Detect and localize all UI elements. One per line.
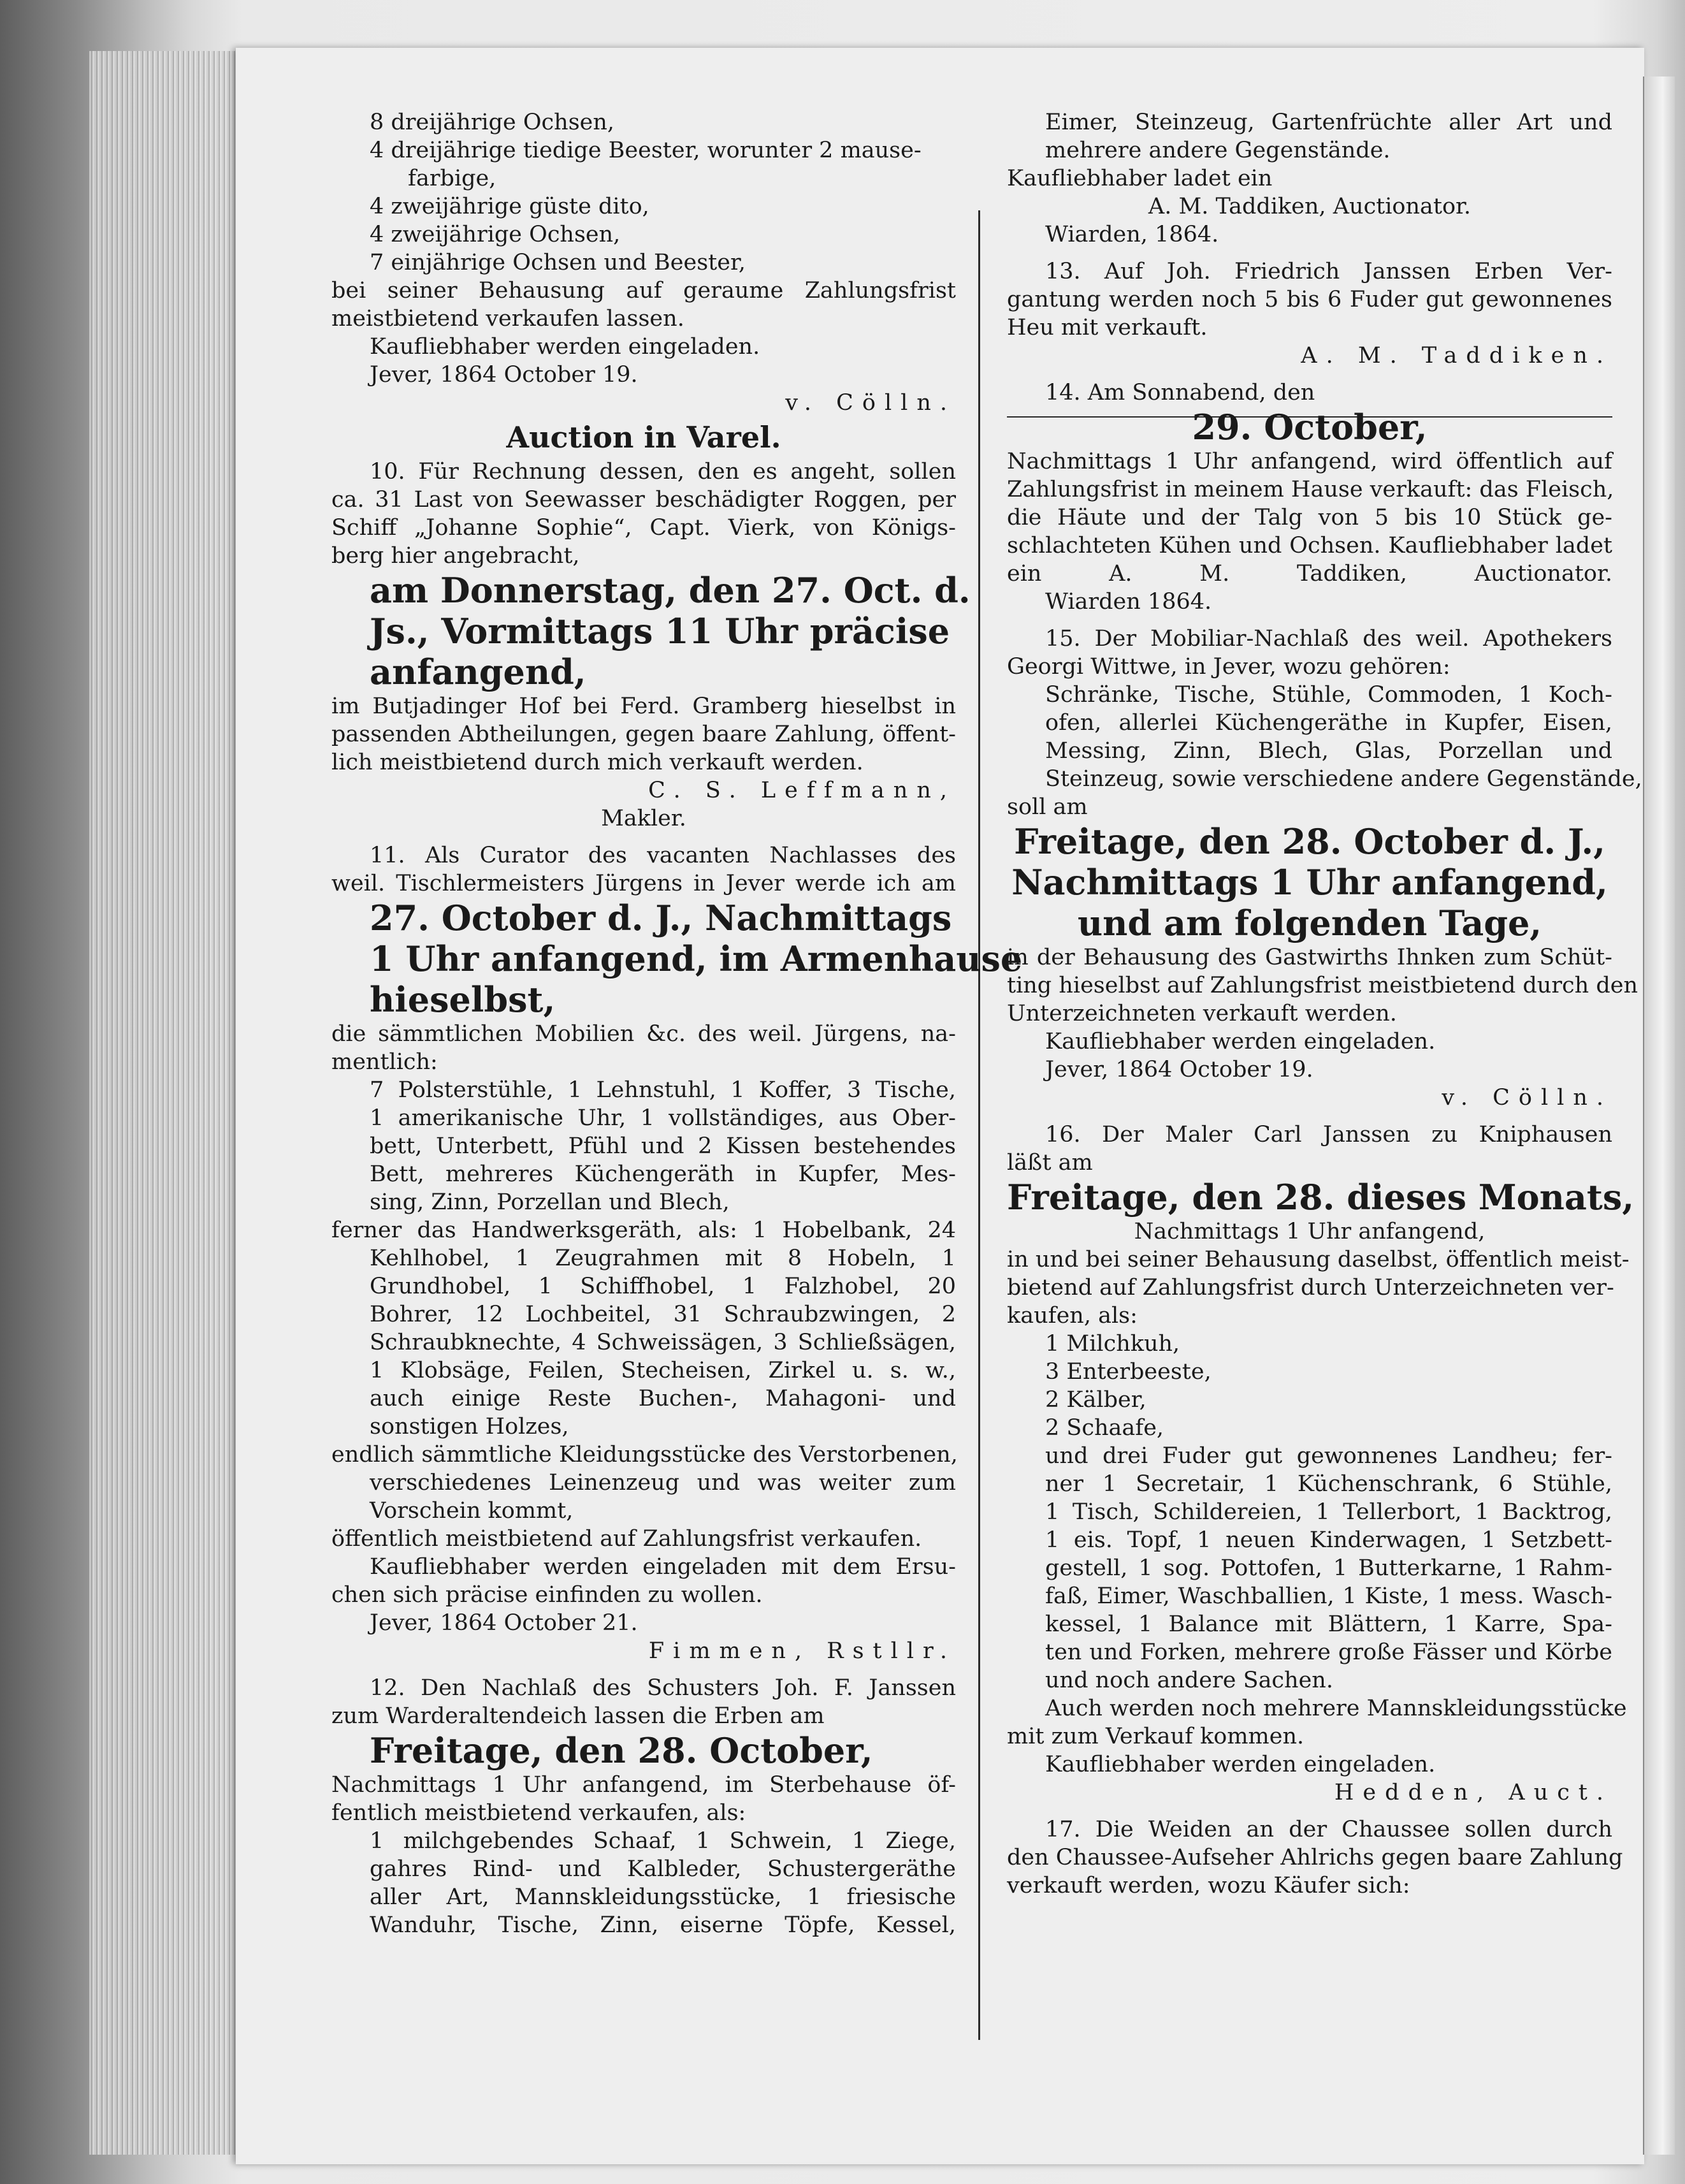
text-line: gantung werden noch 5 bis 6 Fuder gut gewonnenes <box>1007 287 1612 312</box>
right-column <box>1007 108 1642 1900</box>
text-line: 12. Den Nachlaß des Schusters Joh. F. Janssen <box>370 1675 956 1701</box>
list-item: sing, Zinn, Porzellan und Blech, <box>370 1190 730 1215</box>
signature: v. Cölln. <box>1442 1085 1612 1110</box>
text-line: bei seiner Behausung auf geraume Zahlungsfrist <box>331 278 956 303</box>
list-item: Bohrer, 12 Lochbeitel, 31 Schraubzwingen, 2 <box>370 1302 956 1327</box>
text-line: berg hier angebracht, <box>331 543 580 569</box>
tool-list <box>331 1244 956 1441</box>
book-page-edges <box>89 51 236 2155</box>
list-item: 3 Enterbeeste, <box>1045 1359 1211 1385</box>
list-item: 1 amerikanische Uhr, 1 vollständiges, aus Ober- <box>370 1105 956 1131</box>
text-line: passenden Abtheilungen, gegen baare Zahlung, öffent- <box>331 722 956 747</box>
text-line: Kaufliebhaber werden eingeladen. <box>1045 1752 1436 1777</box>
list-item: gahres Rind- und Kalbleder, Schustergeräthe <box>370 1856 956 1882</box>
text-line: Zahlungsfrist in meinem Hause verkauft: das Fleisch, <box>1007 477 1614 502</box>
text-line: im Butjadinger Hof bei Ferd. Gramberg hieselbst in <box>331 694 956 719</box>
list-item: ten und Forken, mehrere große Fässer und Körbe <box>1045 1640 1612 1665</box>
text-line: den Chaussee-Aufseher Ahlrichs gegen baare Zahlung <box>1007 1845 1623 1870</box>
text-line: fentlich meistbietend verkaufen, als: <box>331 1800 746 1826</box>
place-date: Jever, 1864 October 19. <box>1045 1057 1313 1082</box>
text-line: Kaufliebhaber werden eingeladen. <box>1045 1029 1436 1054</box>
item-list <box>331 1827 956 1939</box>
list-item: Grundhobel, 1 Schiffhobel, 1 Falzhobel, 20 <box>370 1274 956 1299</box>
text-line: Jever, 1864 October 19. <box>370 362 638 388</box>
signature: C. S. Leffmann, <box>648 778 956 803</box>
list-item: 1 Klobsäge, Feilen, Stecheisen, Zirkel u. s. w., <box>370 1358 956 1383</box>
list-item: 4 zweijährige güste dito, <box>370 194 649 219</box>
list-item: Steinzeug, sowie verschiedene andere Gegenstände, <box>1045 766 1642 792</box>
text-line: läßt am <box>1007 1150 1093 1176</box>
text-line: 14. Am Sonnabend, den <box>1045 380 1315 405</box>
list-item: 7 Polsterstühle, 1 Lehnstuhl, 1 Koffer, 3 Tische, <box>370 1077 956 1103</box>
text-line: 17. Die Weiden an der Chaussee sollen durch <box>1045 1817 1612 1842</box>
text-line: die sämmtlichen Mobilien &c. des weil. Jürgens, na- <box>331 1021 956 1047</box>
date-heading: hieselbst, <box>370 979 556 1020</box>
text-line: 16. Der Maler Carl Janssen zu Kniphausen <box>1045 1122 1612 1147</box>
text-line: Georgi Wittwe, in Jever, wozu gehören: <box>1007 654 1450 680</box>
date-heading: und am folgenden Tage, <box>1077 903 1542 943</box>
date-heading: 29. October, <box>1192 407 1428 448</box>
text-line: Kaufliebhaber ladet ein <box>1007 166 1273 191</box>
column-divider <box>978 210 980 2040</box>
text-line: lich meistbietend durch mich verkauft werden. <box>331 750 864 775</box>
list-item: Bett, mehreres Küchengeräth in Kupfer, Mes- <box>370 1161 956 1187</box>
text-line: 13. Auf Joh. Friedrich Janssen Erben Ver- <box>1045 259 1612 284</box>
list-item: farbige, <box>408 166 496 191</box>
text-line: in und bei seiner Behausung daselbst, öffentlich meist- <box>1007 1247 1630 1272</box>
list-item: sonstigen Holzes, <box>370 1414 569 1439</box>
list-item: Kehlhobel, 1 Zeugrahmen mit 8 Hobeln, 1 <box>370 1246 956 1271</box>
text-line: ca. 31 Last von Seewasser beschädigter Roggen, per <box>331 487 956 513</box>
list-item: gestell, 1 sog. Pottofen, 1 Butterkarne, 1 Rahm- <box>1045 1555 1612 1581</box>
list-item: ofen, allerlei Küchengeräthe in Kupfer, Eisen, <box>1045 710 1612 736</box>
section-heading: Auction in Varel. <box>506 420 781 455</box>
text-line: Kaufliebhaber werden eingeladen mit dem Ersu- <box>370 1554 956 1580</box>
text-line: schlachteten Kühen und Ochsen. Kaufliebhaber ladet <box>1007 533 1612 558</box>
date-heading: Freitage, den 28. October, <box>370 1730 873 1771</box>
text-line: mentlich: <box>331 1049 438 1075</box>
text-line: verkauft werden, wozu Käufer sich: <box>1007 1873 1410 1898</box>
list-item: 4 zweijährige Ochsen, <box>370 222 621 247</box>
list-item: 2 Schaafe, <box>1045 1415 1164 1441</box>
signature-title: Makler. <box>601 806 686 831</box>
text-line: endlich sämmtliche Kleidungsstücke des Verstorbenen, <box>331 1442 958 1467</box>
text-line: ferner das Handwerksgeräth, als: 1 Hobelbank, 24 <box>331 1218 956 1243</box>
text-line: Vorschein kommt, <box>370 1498 574 1524</box>
list-item: auch einige Reste Buchen-, Mahagoni- und <box>370 1386 956 1411</box>
text-line: Jever, 1864 October 21. <box>370 1610 638 1636</box>
signature: A. M. Taddiken, Auctionator. <box>1148 194 1472 219</box>
date-heading: Js., Vormittags 11 Uhr präcise <box>370 611 950 652</box>
signature: A. M. Taddiken. <box>1301 343 1612 368</box>
continued-list <box>1007 108 1612 164</box>
date-heading: 27. October d. J., Nachmittags <box>370 898 952 938</box>
list-item: faß, Eimer, Waschballien, 1 Kiste, 1 mess. Wasch- <box>1045 1583 1612 1609</box>
list-item: 8 dreijährige Ochsen, <box>370 110 615 135</box>
text-line: zum Warderaltendeich lassen die Erben am <box>331 1703 825 1729</box>
text-line: die Häute und der Talg von 5 bis 10 Stück ge- <box>1007 505 1612 530</box>
item-list <box>331 1076 956 1216</box>
text-line: meistbietend verkaufen lassen. <box>331 306 684 331</box>
text-line: weil. Tischlermeisters Jürgens in Jever werde ich am <box>331 871 956 896</box>
text-line: chen sich präcise einfinden zu wollen. <box>331 1582 763 1608</box>
text-line: 10. Für Rechnung dessen, den es angeht, sollen <box>370 459 956 484</box>
date-heading: 1 Uhr anfangend, im Armenhause <box>370 938 1023 979</box>
item-list <box>1007 1330 1612 1694</box>
text-line: mit zum Verkauf kommen. <box>1007 1724 1305 1749</box>
list-item: und noch andere Sachen. <box>1045 1668 1333 1693</box>
text-line: Heu mit verkauft. <box>1007 315 1208 340</box>
text-line: öffentlich meistbietend auf Zahlungsfrist verkaufen. <box>331 1526 922 1552</box>
list-item: 7 einjährige Ochsen und Beester, <box>370 250 746 275</box>
list-item: Messing, Zinn, Blech, Glas, Porzellan und <box>1045 738 1612 764</box>
list-item: 1 Tisch, Schildereien, 1 Tellerbort, 1 Backtrog, <box>1045 1499 1612 1525</box>
text-line: soll am <box>1007 794 1088 820</box>
date-heading: Freitage, den 28. dieses Monats, <box>1007 1177 1635 1218</box>
livestock-list <box>331 108 956 277</box>
list-item: kessel, 1 Balance mit Blättern, 1 Karre, Spa- <box>1045 1612 1612 1637</box>
text-line: Kaufliebhaber werden eingeladen. <box>370 334 760 360</box>
date-heading: Nachmittags 1 Uhr anfangend, <box>1011 862 1608 903</box>
text-line: Nachmittags 1 Uhr anfangend, <box>1134 1219 1486 1244</box>
list-item: 1 milchgebendes Schaaf, 1 Schwein, 1 Ziege, <box>370 1828 956 1854</box>
list-item: und drei Fuder gut gewonnenes Landheu; fer- <box>1045 1443 1612 1469</box>
signature: Hedden, Auct. <box>1334 1780 1612 1805</box>
text-line: Unterzeichneten verkauft werden. <box>1007 1001 1397 1026</box>
list-item: 2 Kälber, <box>1045 1387 1146 1413</box>
text-line: Nachmittags 1 Uhr anfangend, wird öffentlich auf <box>1007 449 1612 474</box>
text-line: Auch werden noch mehrere Mannskleidungsstücke <box>1045 1696 1627 1721</box>
date-heading: Freitage, den 28. October d. J., <box>1014 821 1605 862</box>
list-item: Wanduhr, Tische, Zinn, eiserne Töpfe, Kessel, <box>370 1912 956 1938</box>
text-line: 11. Als Curator des vacanten Nachlasses des <box>370 843 956 868</box>
left-column <box>331 108 1023 1939</box>
list-item: 1 eis. Topf, 1 neuen Kinderwagen, 1 Setzbett- <box>1045 1527 1612 1553</box>
list-item: ner 1 Secretair, 1 Küchenschrank, 6 Stühle, <box>1045 1471 1612 1497</box>
list-item: 4 dreijährige tiedige Beester, worunter 2 mause- <box>370 138 922 163</box>
list-item: bett, Unterbett, Pfühl und 2 Kissen bestehendes <box>370 1133 956 1159</box>
list-item: 1 Milchkuh, <box>1045 1331 1180 1357</box>
text-line: bietend auf Zahlungsfrist durch Unterzeichneten ver- <box>1007 1275 1614 1300</box>
text-line: ting hieselbst auf Zahlungsfrist meistbietend durch den <box>1007 973 1638 998</box>
list-item: mehrere andere Gegenstände. <box>1045 138 1391 163</box>
text-line: verschiedenes Leinenzeug und was weiter zum <box>370 1470 956 1496</box>
signature: Fimmen, Rstllr. <box>648 1638 956 1664</box>
list-item: aller Art, Mannskleidungsstücke, 1 friesische <box>370 1884 956 1910</box>
list-item: Schraubknechte, 4 Schweissägen, 3 Schließsägen, <box>370 1330 956 1355</box>
list-item: Schränke, Tische, Stühle, Commoden, 1 Koch- <box>1045 682 1612 708</box>
text-line: Schiff „Johanne Sophie“, Capt. Vierk, von Königs- <box>331 515 956 541</box>
date-heading: am Donnerstag, den 27. Oct. d. <box>370 570 971 611</box>
list-item: Eimer, Steinzeug, Gartenfrüchte aller Art und <box>1045 110 1612 135</box>
place-date: Wiarden, 1864. <box>1045 222 1219 247</box>
place-date: Wiarden 1864. <box>1045 589 1212 615</box>
text-line: ein A. M. Taddiken, Auctionator. <box>1007 561 1612 586</box>
text-line: 15. Der Mobiliar-Nachlaß des weil. Apothekers <box>1045 626 1612 652</box>
facing-page-edge <box>1643 76 1675 2155</box>
signature: v. Cölln. <box>785 390 956 416</box>
date-heading: anfangend, <box>370 652 586 692</box>
text-line: kaufen, als: <box>1007 1303 1138 1329</box>
item-list <box>1007 681 1642 793</box>
text-line: in der Behausung des Gastwirths Ihnken zum Schüt- <box>1007 945 1612 970</box>
text-line: Nachmittags 1 Uhr anfangend, im Sterbehause öf- <box>331 1772 956 1798</box>
